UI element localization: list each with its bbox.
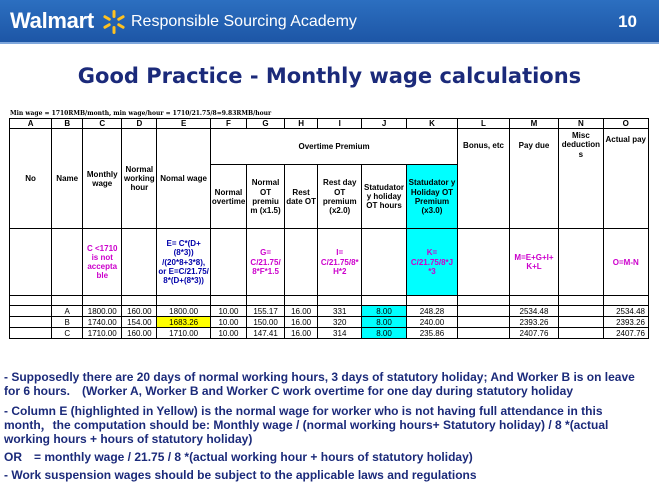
formula-n — [559, 229, 603, 296]
column-letter: G — [246, 119, 284, 129]
cell-nomal-wage: 1710.00 — [157, 328, 211, 339]
spacer-row — [10, 296, 649, 306]
cell-holiday-ot-premium: 240.00 — [406, 317, 458, 328]
header-overtime-premium: Overtime Premium — [210, 129, 457, 165]
cell-normal-ot-premium: 155.17 — [246, 306, 284, 317]
cell-bonus — [458, 328, 510, 339]
note-paragraph: - Work suspension wages should be subject to the applicable laws and regulations — [4, 468, 477, 482]
cell-normal-hour: 160.00 — [122, 306, 157, 317]
page-title: Good Practice - Monthly wage calculations — [77, 64, 582, 88]
table-row — [10, 328, 649, 339]
page-number: 10 — [618, 12, 637, 31]
column-letter: F — [210, 119, 246, 129]
cell-holiday-ot-premium: 248.28 — [406, 306, 458, 317]
formula-k: K= C/21.75/8*J *3 — [406, 229, 458, 296]
formula-e: E= C*(D+(8*3)) /(20*8+3*8), or E=C/21.75/ 8*(D+(8*3)) — [157, 229, 211, 296]
header-normal-overtime: Normal overtime — [210, 165, 246, 229]
column-letter: K — [406, 119, 458, 129]
min-wage-line: Min wage = 1710RMB/month, min wage/hour = 1710/21.75/8=9.83RMB/hour — [10, 110, 272, 117]
formula-l — [458, 229, 510, 296]
cell-monthly-wage: 1710.00 — [83, 328, 122, 339]
header-name: Name — [52, 129, 83, 229]
header-nomal-wage: Nomal wage — [157, 129, 211, 229]
formula-d — [122, 229, 157, 296]
cell-holiday-ot-hours: 8.00 — [362, 328, 406, 339]
cell-bonus — [458, 317, 510, 328]
cell-normal-ot-premium: 150.00 — [246, 317, 284, 328]
cell-misc — [559, 328, 603, 339]
table-row — [10, 317, 649, 328]
header-pay-due: Pay due — [509, 129, 558, 229]
cell-normal-hour: 154.00 — [122, 317, 157, 328]
walmart-spark-icon — [101, 9, 127, 35]
header-row-1 — [10, 129, 649, 165]
row-name: C — [52, 328, 83, 339]
cell-rest-ot-premium: 320 — [318, 317, 362, 328]
formula-o: O=M-N — [603, 229, 648, 296]
cell-pay-due: 2393.26 — [509, 317, 558, 328]
cell-misc — [559, 306, 603, 317]
column-letter: N — [559, 119, 603, 129]
column-letter: I — [318, 119, 362, 129]
cell-nomal-wage-highlighted: 1683.26 — [157, 317, 211, 328]
cell-monthly-wage: 1740.00 — [83, 317, 122, 328]
header-statutory-holiday-ot-premium: Statudator y Holiday OT Premium (x3.0) — [406, 165, 458, 229]
column-letter: B — [52, 119, 83, 129]
cell-actual-pay: 2393.26 — [603, 317, 648, 328]
header-rest-day-ot-premium: Rest day OT premium (x2.0) — [318, 165, 362, 229]
note-paragraph: - Column E (highlighted in Yellow) is the normal wage for worker who is not having full attendance in this month，the computation should be: Monthly wage / (normal working hours+ Statutory holiday) / 8 *(actual working hours + hours of statutory holiday) — [4, 404, 609, 446]
cell-normal-hour: 160.00 — [122, 328, 157, 339]
cell-holiday-ot-hours: 8.00 — [362, 306, 406, 317]
note-paragraph: OR = monthly wage / 21.75 / 8 *(actual working hour + hours of statutory holiday) — [4, 450, 473, 464]
formula-f — [210, 229, 246, 296]
header-normal-working-hour: Normal working hour — [122, 129, 157, 229]
cell-rest-ot-premium: 314 — [318, 328, 362, 339]
formula-i: I= C/21.75/8* H*2 — [318, 229, 362, 296]
cell-pay-due: 2534.48 — [509, 306, 558, 317]
row-name: A — [52, 306, 83, 317]
cell-misc — [559, 317, 603, 328]
formula-m: M=E+G+I+ K+L — [509, 229, 558, 296]
note-paragraph: - Supposedly there are 20 days of normal working hours, 3 days of statutory holiday; And Worker B is on leave for 6 hours. (Worker A, Worker B and Worker C work overtime for one day during statutory holiday — [4, 370, 635, 398]
column-letter: A — [10, 119, 52, 129]
wage-calculation-table — [9, 118, 649, 339]
cell-holiday-ot-hours: 8.00 — [362, 317, 406, 328]
formula-row — [10, 229, 649, 296]
header-statutory-holiday-ot-hours: Statudator y holiday OT hours — [362, 165, 406, 229]
row-name: B — [52, 317, 83, 328]
notes-section — [4, 370, 654, 488]
column-letter: M — [509, 119, 558, 129]
column-letter: D — [122, 119, 157, 129]
cell-pay-due: 2407.76 — [509, 328, 558, 339]
header-bonus: Bonus, etc — [458, 129, 510, 229]
walmart-logo: Walmart — [10, 8, 94, 33]
cell-nomal-wage: 1800.00 — [157, 306, 211, 317]
formula-j — [362, 229, 406, 296]
cell-actual-pay: 2534.48 — [603, 306, 648, 317]
formula-c: C <1710 is not accepta ble — [83, 229, 122, 296]
header-bar — [0, 0, 659, 44]
cell-normal-ot-premium: 147.41 — [246, 328, 284, 339]
formula-g: G= C/21.75/ 8*F*1.5 — [246, 229, 284, 296]
table-row — [10, 306, 649, 317]
column-letter: E — [157, 119, 211, 129]
header-misc-deduction: Misc deduction s — [559, 129, 603, 229]
column-letter: O — [603, 119, 648, 129]
column-letter: H — [285, 119, 318, 129]
column-letter: C — [83, 119, 122, 129]
cell-normal-ot: 10.00 — [210, 306, 246, 317]
cell-rest-ot-premium: 331 — [318, 306, 362, 317]
header-rest-date-ot: Rest date OT — [285, 165, 318, 229]
academy-name: Responsible Sourcing Academy — [131, 13, 357, 30]
formula-b — [52, 229, 83, 296]
cell-normal-ot: 10.00 — [210, 317, 246, 328]
header-actual-pay: Actual pay — [603, 129, 648, 229]
cell-bonus — [458, 306, 510, 317]
column-letter: J — [362, 119, 406, 129]
header-no: No — [10, 129, 52, 229]
cell-rest-ot: 16.00 — [285, 306, 318, 317]
cell-normal-ot: 10.00 — [210, 328, 246, 339]
formula-h — [285, 229, 318, 296]
cell-rest-ot: 16.00 — [285, 317, 318, 328]
cell-actual-pay: 2407.76 — [603, 328, 648, 339]
column-letter: L — [458, 119, 510, 129]
cell-holiday-ot-premium: 235.86 — [406, 328, 458, 339]
cell-monthly-wage: 1800.00 — [83, 306, 122, 317]
header-normal-ot-premium: Normal OT premiu m (x1.5) — [246, 165, 284, 229]
header-monthly-wage: Monthly wage — [83, 129, 122, 229]
column-letter-row — [10, 119, 649, 129]
cell-rest-ot: 16.00 — [285, 328, 318, 339]
formula-a — [10, 229, 52, 296]
